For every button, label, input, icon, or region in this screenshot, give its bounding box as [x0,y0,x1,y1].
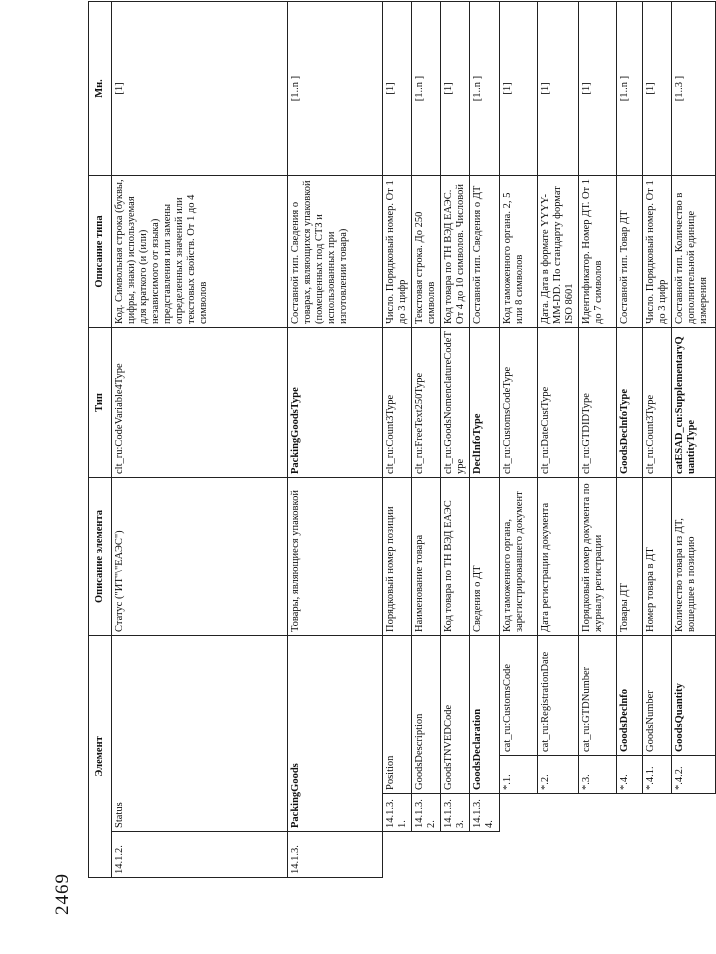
element-type: clt_ru:Count3Type [642,328,671,478]
type-description: Дата. Дата в формате YYYY-MM-DD. По стандарту формат ISO 8601 [537,176,578,328]
table-row [671,2,715,878]
row-number: 14.1.3. [288,832,383,878]
table-row [383,2,412,878]
element-type: clt_ru:DateCustType [537,328,578,478]
element-name: GoodsNumber [642,636,671,756]
element-type: clt_ru:Count3Type [383,328,412,478]
multiplicity: [1..n ] [470,2,499,176]
element-description: Номер товара в ДТ [642,478,671,636]
element-name: GoodsDeclaration [470,636,499,794]
multiplicity: [1] [383,2,412,176]
table-row [112,2,288,878]
element-description: Код товара по ТН ВЭД ЕАЭС [441,478,470,636]
element-name: GoodsDescription [412,636,441,794]
type-description: Идентификатор. Номер ДТ. От 1 до 7 символов [578,176,616,328]
row-number: 14.1.3.4. [470,794,499,832]
element-type: clt_ru:CustomsCodeType [499,328,537,478]
rotated-table-container [88,28,709,878]
multiplicity: [1] [642,2,671,176]
type-description: Код таможенного органа. 2, 5 или 8 символов [499,176,537,328]
multiplicity: [1] [578,2,616,176]
multiplicity: [1..n ] [616,2,642,176]
table-row [537,2,578,878]
element-name: GoodsTNVEDCode [441,636,470,794]
element-name: PackingGoods [288,636,383,832]
element-name: GoodsDeclnfo [616,636,642,756]
element-name: GoodsQuantity [671,636,715,756]
row-subnumber: *.4.1. [642,756,671,794]
row-number: 14.1.3.3. [441,794,470,832]
table-row [288,2,383,878]
element-name: cat_ru:RegistrationDate [537,636,578,756]
element-description: Наименование товара [412,478,441,636]
element-description: Дата регистрации документа [537,478,578,636]
element-description: Товары ДТ [616,478,642,636]
element-type: DeclInfoType [470,328,499,478]
table-row [642,2,671,878]
multiplicity: [1] [537,2,578,176]
element-name: Position [383,636,412,794]
element-type: clt_ru:GoodsNomenclatureCodeType [441,328,470,478]
multiplicity: [1] [499,2,537,176]
row-subnumber: *.1. [499,756,537,794]
type-description: Текстовая строка. До 250 символов [412,176,441,328]
element-type: clt_ru:GTDIDType [578,328,616,478]
row-subnumber: *.4. [616,756,642,794]
table-header-row [89,2,112,878]
element-description: Статус ("ИТ"\"ЕАЭС") [112,478,288,636]
header-element: Элемент [89,636,112,878]
type-description: Число. Порядковый номер. От 1 до 3 цифр [383,176,412,328]
table-row [499,2,537,878]
type-description: Составной тип. Сведения о товарах, являющихся упаковкой (помещенных под СТЗ и использованных при изготовлении товара) [288,176,383,328]
table-row [441,2,470,878]
element-type: PackingGoodsType [288,328,383,478]
element-description: Код таможенного органа, зарегистрировавшего документ [499,478,537,636]
multiplicity: [1..n ] [288,2,383,176]
element-type: clt_ru:CodeVariable4Type [112,328,288,478]
table-row [578,2,616,878]
row-number: 14.1.2. [112,832,288,878]
table-row [616,2,642,878]
header-multiplicity: Мн. [89,2,112,176]
multiplicity: [1] [441,2,470,176]
header-type: Тип [89,328,112,478]
type-description: Код товара по ТН ВЭД ЕАЭС. От 4 до 10 символов. Числовой [441,176,470,328]
type-description: Составной тип. Сведения о ДТ [470,176,499,328]
row-subnumber: *.3. [578,756,616,794]
row-number: 14.1.3.2. [412,794,441,832]
table-row [470,2,499,878]
table-row [412,2,441,878]
element-type: catESAD_cu:SupplementaryQuantityType [671,328,715,478]
element-description: Порядковый номер позиции [383,478,412,636]
multiplicity: [1..n ] [412,2,441,176]
type-description: Составной тип. Товар ДТ [616,176,642,328]
multiplicity: [1..3 ] [671,2,715,176]
element-name: cat_ru:GTDNumber [578,636,616,756]
element-description: Количество товара из ДТ, вошедшее в позицию [671,478,715,636]
element-type: GoodsDeclnfoType [616,328,642,478]
row-subnumber: *.4.2. [671,756,715,794]
row-subnumber: *.2. [537,756,578,794]
page-number: 2469 [52,873,73,915]
row-number: 14.1.3.1. [383,794,412,832]
header-description: Описание элемента [89,478,112,636]
element-name: cat_ru:CustomsCode [499,636,537,756]
element-description: Порядковый номер документа по журналу регистрации [578,478,616,636]
element-name: Status [112,636,288,832]
element-description: Сведения о ДТ [470,478,499,636]
element-description: Товары, являющиеся упаковкой [288,478,383,636]
element-type: clt_ru:FreeText250Type [412,328,441,478]
type-description: Код. Символьная строка (буквы, цифры, знаки) используемая для краткого (и (или) независимого от языка) представления или замены определенных значений или текстовых свойств. От 1 до 4 символов [112,176,288,328]
type-description: Число. Порядковый номер. От 1 до 3 цифр [642,176,671,328]
type-description: Составной тип. Количество в дополнительной единице измерения [671,176,715,328]
element-description-table [88,1,716,878]
header-type-description: Описание типа [89,176,112,328]
multiplicity: [1] [112,2,288,176]
